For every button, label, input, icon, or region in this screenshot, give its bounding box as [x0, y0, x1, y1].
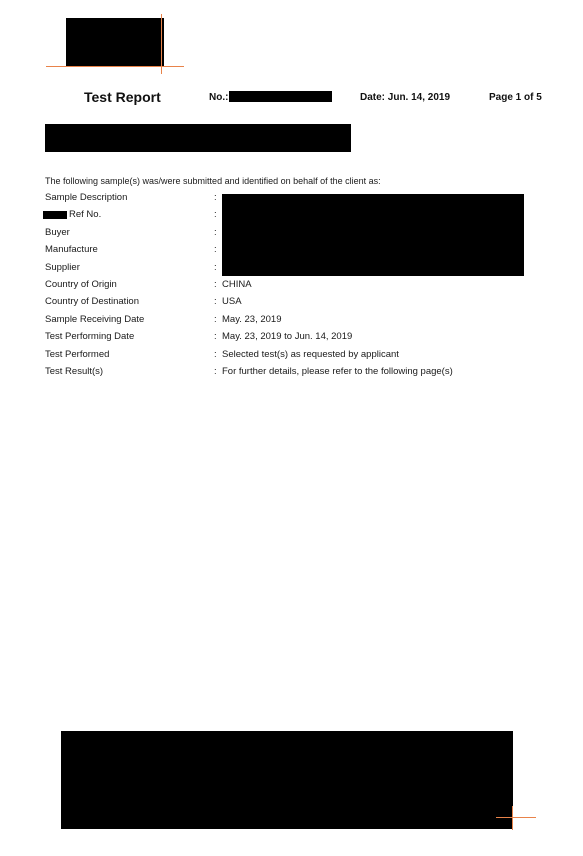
redacted-company-prefix	[43, 211, 67, 219]
redacted-report-number	[229, 91, 332, 102]
field-row-country-of-origin	[45, 278, 545, 292]
field-row-country-of-destination	[45, 295, 545, 309]
field-value: May. 23, 2019 to Jun. 14, 2019	[222, 331, 353, 342]
crop-mark-footer-horizontal	[496, 817, 536, 818]
field-value: USA	[222, 296, 242, 307]
field-separator: :	[214, 331, 217, 342]
field-value: For further details, please refer to the following page(s)	[222, 366, 453, 377]
crop-mark-horizontal	[46, 66, 184, 67]
field-separator: :	[214, 314, 217, 325]
redacted-company-banner	[45, 124, 351, 152]
field-separator: :	[214, 296, 217, 307]
field-label: Ref No.	[69, 209, 102, 220]
crop-mark-footer-vertical	[512, 806, 513, 830]
field-label: Manufacture	[45, 244, 98, 255]
field-label: Buyer	[45, 227, 70, 238]
field-value: May. 23, 2019	[222, 314, 282, 325]
report-date: Date: Jun. 14, 2019	[360, 92, 451, 103]
field-value: CHINA	[222, 279, 252, 290]
report-title: Test Report	[84, 89, 161, 105]
field-label: Sample Description	[45, 192, 128, 203]
field-label: Test Result(s)	[45, 366, 104, 377]
report-number-label: No.:	[209, 92, 229, 103]
field-separator: :	[214, 209, 217, 220]
field-value: Selected test(s) as requested by applicant	[222, 349, 399, 360]
field-label: Supplier	[45, 262, 80, 273]
field-separator: :	[214, 244, 217, 255]
field-separator: :	[214, 349, 217, 360]
field-separator: :	[214, 262, 217, 273]
redacted-footer-signature-block	[61, 731, 513, 829]
crop-mark-vertical	[161, 14, 162, 74]
field-row-test-performed	[45, 348, 545, 362]
field-separator: :	[214, 279, 217, 290]
field-label: Test Performed	[45, 349, 110, 360]
field-label: Country of Origin	[45, 279, 117, 290]
field-label: Test Performing Date	[45, 331, 135, 342]
page-indicator: Page 1 of 5	[489, 92, 542, 103]
field-row-test-results	[45, 365, 545, 379]
field-row-test-performing-date	[45, 330, 545, 344]
field-row-sample-receiving-date	[45, 313, 545, 327]
redacted-logo	[66, 18, 164, 66]
intro-text: The following sample(s) was/were submitted and identified on behalf of the client as:	[45, 176, 381, 186]
field-separator: :	[214, 227, 217, 238]
field-label: Sample Receiving Date	[45, 314, 145, 325]
field-label: Country of Destination	[45, 296, 139, 307]
redacted-party-details	[222, 194, 524, 276]
field-separator: :	[214, 192, 217, 203]
field-separator: :	[214, 366, 217, 377]
